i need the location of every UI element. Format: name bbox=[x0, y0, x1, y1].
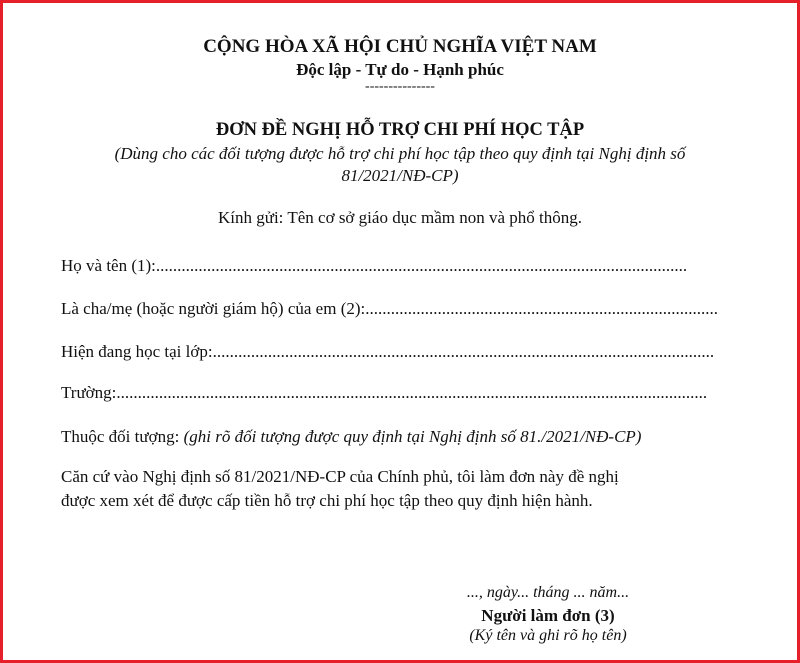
field-parent-of[interactable] bbox=[61, 299, 718, 319]
motto-heading: Độc lập - Tự do - Hạnh phúc bbox=[296, 60, 504, 79]
fill-in-dots[interactable]: ...................................................................................................................... bbox=[212, 342, 715, 361]
paragraph-line2: được xem xét để được cấp tiền hỗ trợ chi phí học tập theo quy định hiện hành. bbox=[61, 491, 593, 510]
field-label: Thuộc đối tượng: bbox=[61, 427, 184, 446]
paragraph-line1: Căn cứ vào Nghị định số 81/2021/NĐ-CP của Chính phủ, tôi làm đơn này đề nghị bbox=[61, 467, 619, 486]
signature-note: (Ký tên và ghi rõ họ tên) bbox=[469, 627, 627, 644]
fill-in-dots[interactable]: ........................................................................................................................................... bbox=[116, 383, 708, 402]
request-paragraph bbox=[61, 465, 619, 513]
field-label: Là cha/mẹ (hoặc người giám hộ) của em (2): bbox=[61, 299, 366, 318]
field-label: Hiện đang học tại lớp: bbox=[61, 342, 213, 361]
field-school[interactable] bbox=[61, 383, 707, 403]
field-note: (ghi rõ đối tượng được quy định tại Nghị định số 81./2021/NĐ-CP) bbox=[183, 427, 642, 446]
signature-signer: Người làm đơn (3) bbox=[481, 606, 615, 625]
signature-date: ..., ngày... tháng ... năm... bbox=[466, 584, 630, 601]
recipient-line: Kính gửi: Tên cơ sở giáo dục mầm non và phổ thông. bbox=[218, 208, 582, 227]
field-class[interactable] bbox=[61, 342, 714, 362]
document-subtitle-line1: (Dùng cho các đối tượng được hỗ trợ chi phí học tập theo quy định tại Nghị định số bbox=[114, 144, 686, 163]
nation-heading: CỘNG HÒA XÃ HỘI CHỦ NGHĨA VIỆT NAM bbox=[203, 36, 597, 57]
header-separator: --------------- bbox=[365, 79, 435, 94]
field-beneficiary-type bbox=[61, 427, 641, 447]
fill-in-dots[interactable]: ............................................................................................................................. bbox=[155, 256, 688, 275]
fill-in-dots[interactable]: ................................................................................... bbox=[365, 299, 718, 318]
document-title: ĐƠN ĐỀ NGHỊ HỖ TRỢ CHI PHÍ HỌC TẬP bbox=[215, 120, 585, 140]
field-full-name[interactable] bbox=[61, 256, 687, 276]
field-label: Họ và tên (1): bbox=[61, 256, 156, 275]
document-subtitle-line2: 81/2021/NĐ-CP) bbox=[341, 166, 459, 185]
field-label: Trường: bbox=[61, 383, 117, 402]
